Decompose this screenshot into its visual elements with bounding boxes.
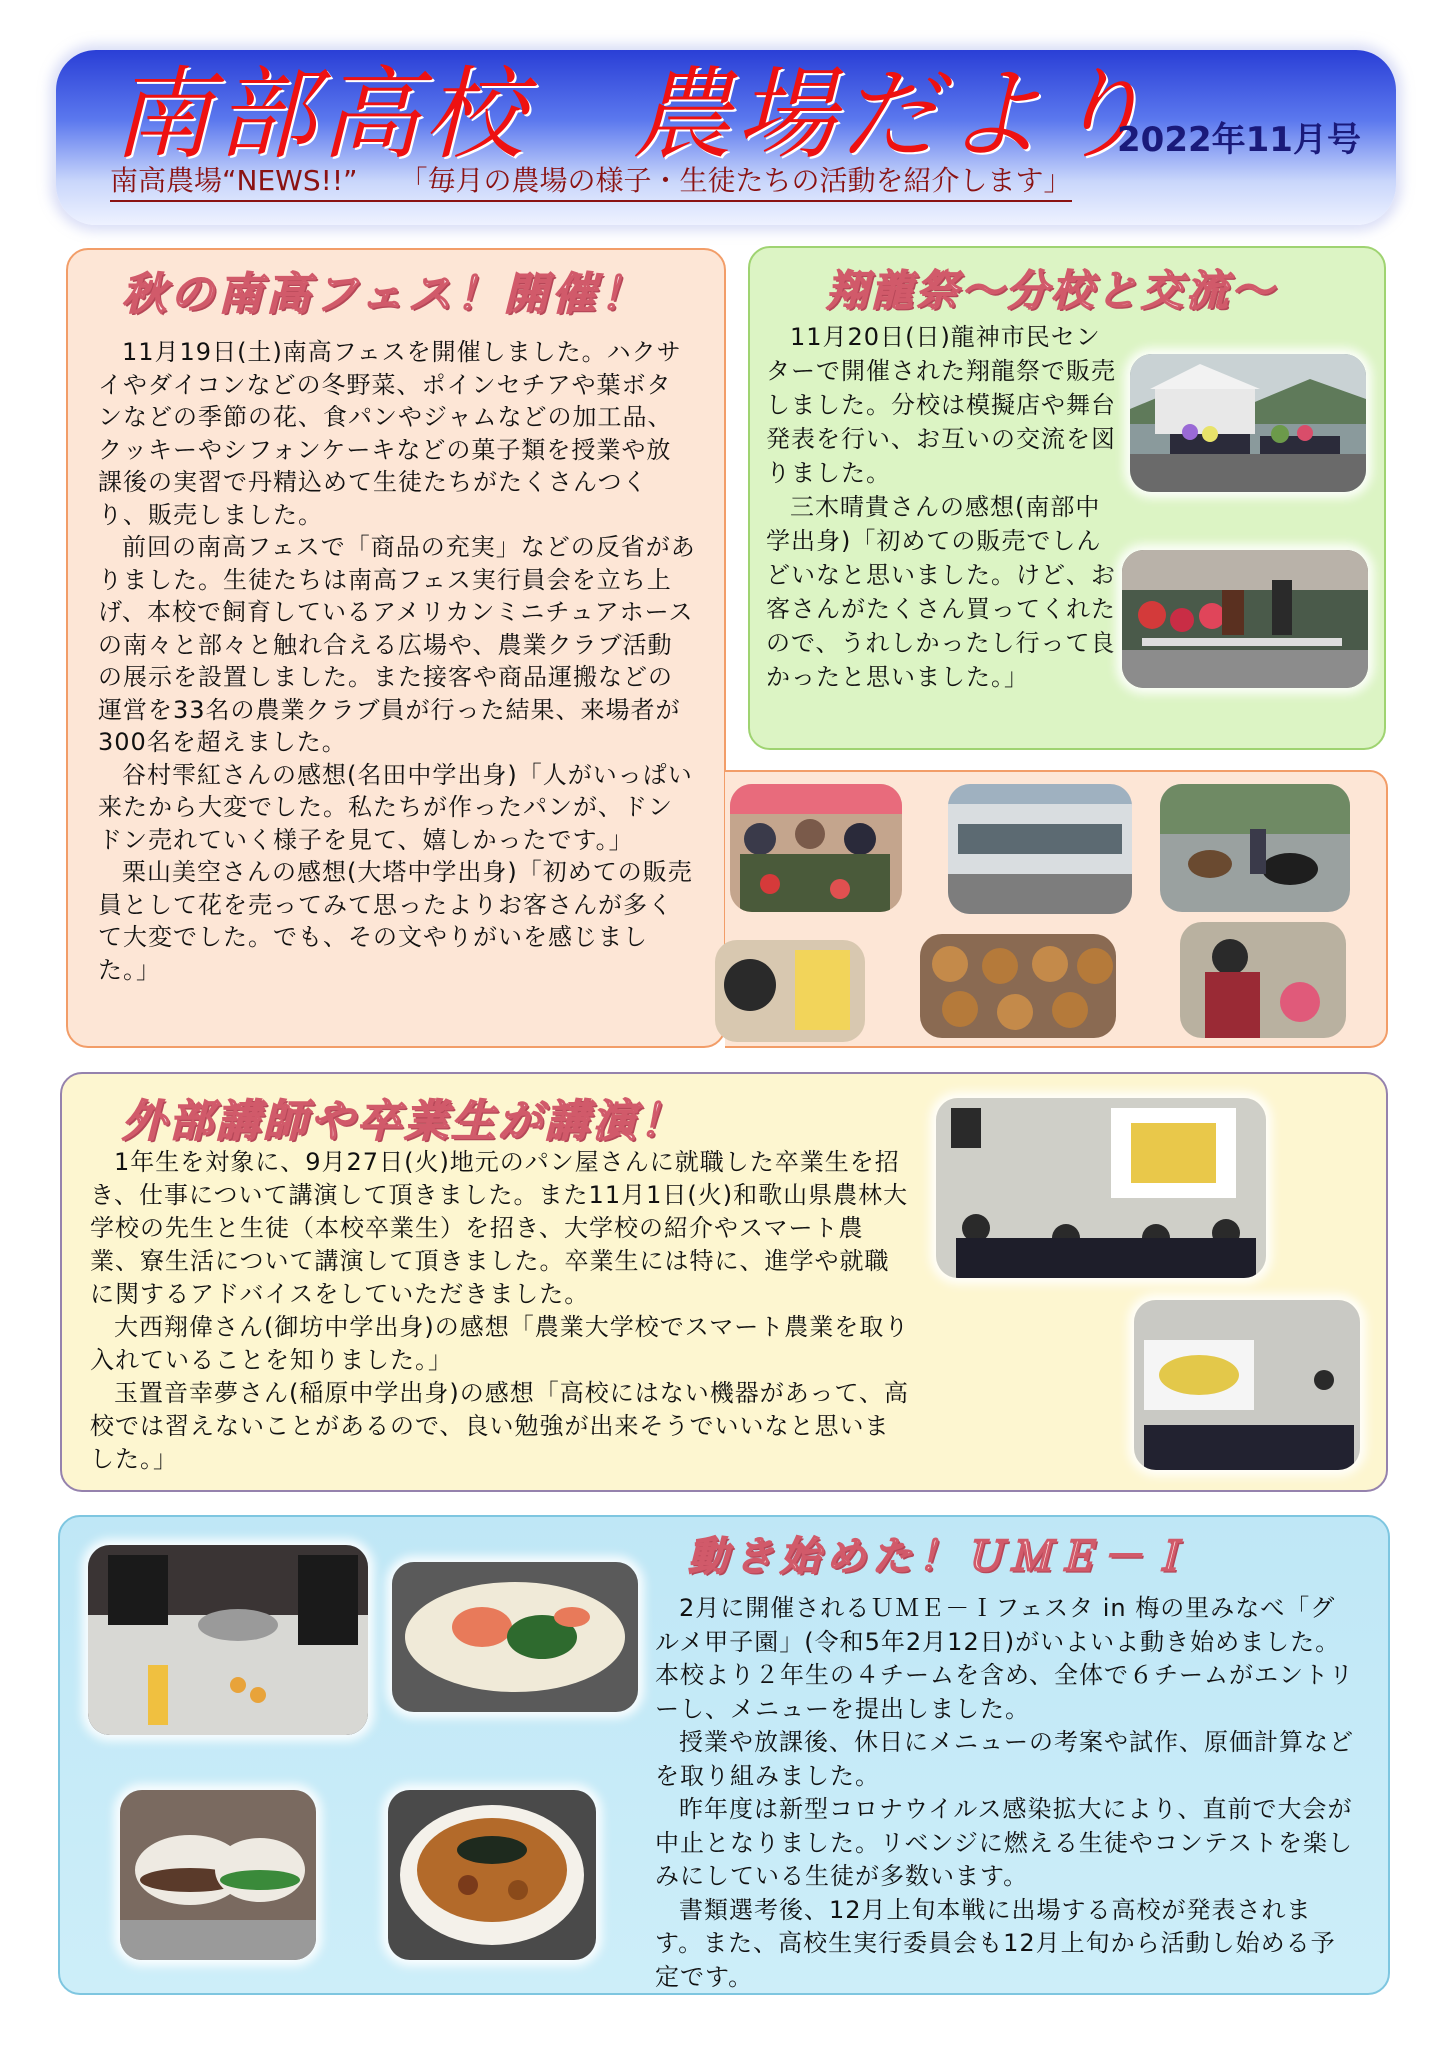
shoryu-stall-photo (1130, 354, 1366, 492)
ume-article (655, 1592, 1355, 1994)
ume-paragraph: 昨年度は新型コロナウイルス感染拡大により、直前で大会が中止となりました。リベンジに燃える生徒やコンテストを楽しみにしている生徒が多数います。 (655, 1795, 1353, 1890)
newsletter-subtitle: 南高農場“NEWS!!” 「毎月の農場の様子・生徒たちの活動を紹介します」 (110, 162, 1072, 202)
lecture-article (90, 1146, 910, 1476)
lecture-paragraph: 玉置音幸夢さん(稲原中学出身)の感想「高校にはない機器があって、高校では習えないことがあるので、良い勉強が出来そうでいいなと思いました。」 (90, 1379, 910, 1473)
ume-paragraph: 授業や放課後、休日にメニューの考案や試作、原価計算などを取り組みました。 (655, 1728, 1354, 1790)
shoryu-sales-photo (1122, 550, 1368, 688)
shoryu-article (766, 320, 1116, 694)
ume-title: 動き始めた！ＵＭＥ－Ｉ (688, 1533, 1194, 1580)
festival-paragraph: 谷村雫紅さんの感想(名田中学出身)「人がいっぱい来たから大変でした。私たちが作ったパンが、ドンドン売れていく様子を見て、嬉しかったです。」 (98, 760, 693, 854)
lecture-paragraph: 大西翔偉さん(御坊中学出身)の感想「農業大学校でスマート農業を取り入れていることを知りました。」 (90, 1313, 910, 1374)
shoryu-title: 翔龍祭～分校と交流～ (826, 266, 1277, 315)
ume-burger-photo (120, 1790, 316, 1960)
festival-title: 秋の南高フェス！開催！ (122, 269, 648, 320)
festival-horses-photo (1160, 784, 1350, 912)
issue-date: 2022年11月号 (1117, 120, 1361, 160)
festival-article (98, 336, 696, 986)
lecture-title: 外部講師や卒業生が講演！ (122, 1096, 686, 1147)
lecture-presentation-photo (1134, 1300, 1360, 1470)
festival-student-photo (1180, 922, 1346, 1038)
festival-building-photo (948, 784, 1132, 914)
festival-crowd-photo (730, 784, 902, 912)
festival-bread-photo (920, 934, 1116, 1038)
ume-paragraph: 2月に開催されるＵＭＥ－Ｉフェスタ in 梅の里みなべ「グルメ甲子園」(令和5年2月12日)がいよいよ動き始めました。本校より２年生の４チームを含め、全体で６チームがエントリーし、メニューを提出しました。 (655, 1594, 1355, 1723)
ume-paragraph: 書類選考後、12月上旬本戦に出場する高校が発表されます。また、高校生実行委員会も12月上旬から活動し始める予定です。 (655, 1895, 1336, 1991)
festival-paragraph: 11月19日(土)南高フェスを開催しました。ハクサイやダイコンなどの冬野菜、ポインセチアや葉ボタンなどの季節の花、食パンやジャムなどの加工品、クッキーやシフォンケーキなどの菓子類を授業や放課後の実習で丹精込めて生徒たちがたくさんつくり、販売しました。 (98, 338, 682, 529)
festival-paragraph: 栗山美空さんの感想(大塔中学出身)「初めての販売員として花を売ってみて思ったよりお客さんが多くて大変でした。でも、その文やりがいを感じました。」 (98, 858, 693, 984)
ume-bowl-photo (388, 1790, 596, 1960)
ume-cooking-photo (88, 1545, 368, 1735)
shoryu-paragraph: 11月20日(日)龍神市民センターで開催された翔龍祭で販売しました。分校は模擬店や舞台発表を行い、お互いの交流を図りました。 (766, 323, 1116, 487)
lecture-classroom-photo (936, 1098, 1266, 1278)
ume-wrap-photo (392, 1562, 638, 1712)
newsletter-title: 南部高校 農場だより (112, 56, 1152, 173)
festival-display-photo (715, 940, 865, 1042)
shoryu-paragraph: 三木晴貴さんの感想(南部中学出身)「初めての販売でしんどいなと思いました。けど、お客さんがたくさん買ってくれたので、うれしかったし行って良かったと思いました。」 (766, 493, 1116, 691)
festival-paragraph: 前回の南高フェスで「商品の充実」などの反省がありました。生徒たちは南高フェス実行員会を立ち上げ、本校で飼育しているアメリカンミニチュアホースの南々と部々と触れ合える広場や、農業クラブ活動の展示を設置しました。また接客や商品運搬などの運営を33名の農業クラブ員が行った結果、来場者が300名を超えました。 (98, 533, 696, 756)
lecture-paragraph: 1年生を対象に、9月27日(火)地元のパン屋さんに就職した卒業生を招き、仕事について講演して頂きました。また11月1日(火)和歌山県農林大学校の先生と生徒（本校卒業生）を招き、大学校の紹介やスマート農業、寮生活について講演して頂きました。卒業生には特に、進学や就職に関するアドバイスをしていただきました。 (90, 1148, 909, 1308)
